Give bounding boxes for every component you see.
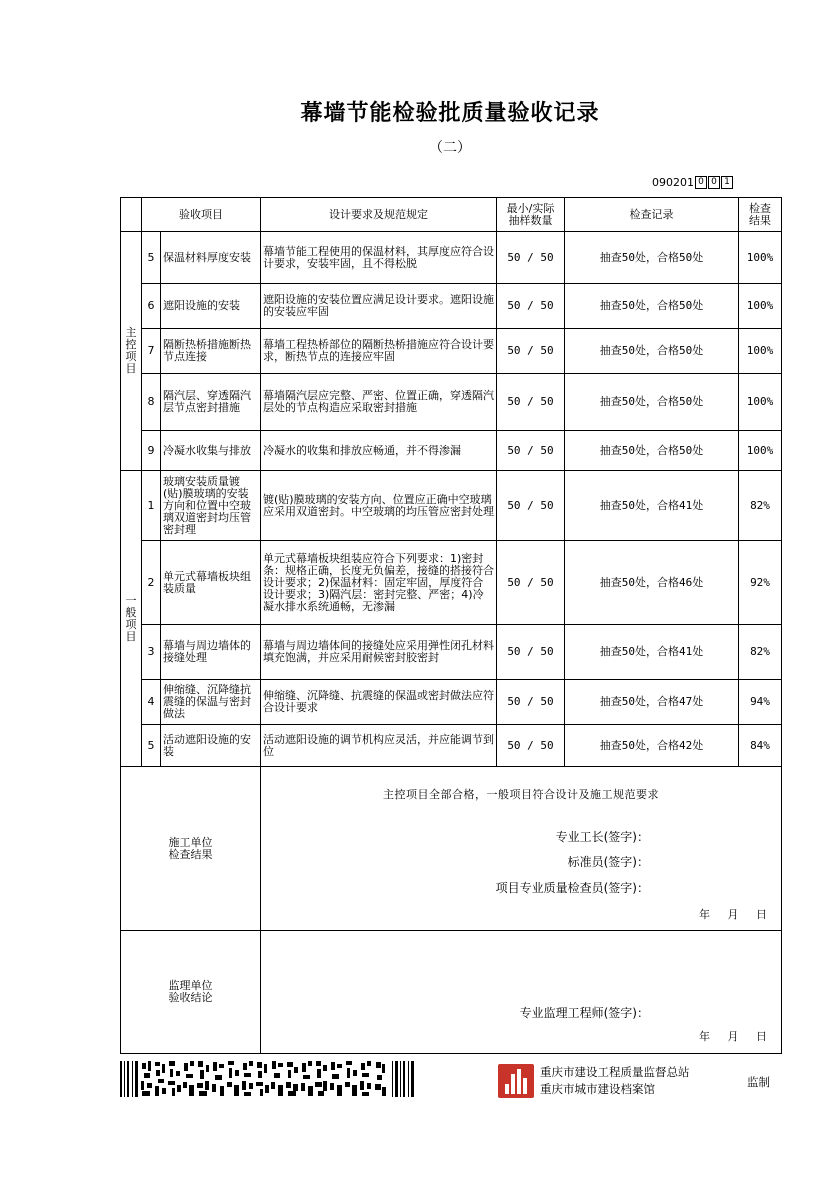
header-count [497, 198, 565, 232]
item-number: 9 [142, 431, 161, 471]
item-result: 94% [739, 680, 782, 725]
item-name: 活动遮阳设施的安装 [161, 725, 261, 767]
item-count: 50 / 50 [497, 625, 565, 680]
item-result: 100% [739, 431, 782, 471]
item-record: 抽查50处，合格50处 [565, 284, 739, 329]
item-count: 50 / 50 [497, 541, 565, 625]
item-requirement: 幕墙与周边墙体间的接缝处应采用弹性闭孔材料填充饱满，并应采用耐候密封胶密封 [261, 625, 497, 680]
item-result: 100% [739, 284, 782, 329]
group-general [121, 471, 142, 767]
header-blank-cell [121, 198, 142, 232]
table-row [121, 284, 782, 329]
item-requirement: 幕墙节能工程使用的保温材料，其厚度应符合设计要求，安装牢固，且不得松脱 [261, 232, 497, 284]
item-name: 冷凝水收集与排放 [161, 431, 261, 471]
table-row [121, 625, 782, 680]
item-record: 抽查50处，合格47处 [565, 680, 739, 725]
construction-unit-label [121, 767, 261, 931]
supervision-result-cell [261, 931, 782, 1054]
quality-inspector-signature-label: 项目专业质量检查员(签字)： [495, 881, 649, 895]
item-record: 抽查50处，合格41处 [565, 471, 739, 541]
construction-result-row [121, 767, 782, 931]
table-row [121, 725, 782, 767]
supervision-unit-label [121, 931, 261, 1054]
item-name: 隔断热桥措施断热节点连接 [161, 329, 261, 374]
item-result: 100% [739, 374, 782, 431]
item-count: 50 / 50 [497, 471, 565, 541]
item-result: 82% [739, 471, 782, 541]
standard-officer-signature-label: 标准员(签字)： [567, 855, 649, 869]
document-code [652, 176, 733, 189]
item-record: 抽查50处，合格50处 [565, 329, 739, 374]
item-requirement: 冷凝水的收集和排放应畅通，并不得渗漏 [261, 431, 497, 471]
item-result: 84% [739, 725, 782, 767]
table-row [121, 374, 782, 431]
item-name: 单元式幕墙板块组装质量 [161, 541, 261, 625]
header-record: 检查记录 [565, 198, 739, 232]
footer-issuer: 监制 [747, 1075, 770, 1089]
supervision-date: 年 月 日 [699, 1030, 767, 1043]
item-count: 50 / 50 [497, 284, 565, 329]
item-record: 抽查50处，合格50处 [565, 374, 739, 431]
header-requirement: 设计要求及规范规定 [261, 198, 497, 232]
item-result: 82% [739, 625, 782, 680]
footer-org-quality-station: 重庆市建设工程质量监督总站 [540, 1065, 690, 1079]
item-name: 保温材料厚度安装 [161, 232, 261, 284]
document-code-box: 1 [721, 176, 733, 189]
item-requirement: 镀(贴)膜玻璃的安装方向、位置应正确中空玻璃应采用双道密封。中空玻璃的均压管应密封处理 [261, 471, 497, 541]
quality-supervision-logo [498, 1064, 534, 1098]
item-record: 抽查50处，合格46处 [565, 541, 739, 625]
header-item: 验收项目 [142, 198, 261, 232]
item-record: 抽查50处，合格50处 [565, 232, 739, 284]
item-requirement: 遮阳设施的安装位置应满足设计要求。遮阳设施的安装应牢固 [261, 284, 497, 329]
item-name: 遮阳设施的安装 [161, 284, 261, 329]
item-count: 50 / 50 [497, 725, 565, 767]
item-number: 5 [142, 725, 161, 767]
item-number: 6 [142, 284, 161, 329]
document-code-prefix: 090201 [652, 176, 694, 189]
item-count: 50 / 50 [497, 232, 565, 284]
document-subtitle: （二） [429, 140, 471, 156]
construction-date: 年 月 日 [699, 908, 767, 921]
item-name: 幕墙与周边墙体的接缝处理 [161, 625, 261, 680]
group-main-label: 主控项目 [125, 326, 137, 375]
item-number: 5 [142, 232, 161, 284]
construction-label-line2: 检查结果 [168, 847, 213, 861]
supervision-label-line1: 监理单位 [168, 979, 213, 992]
item-result: 92% [739, 541, 782, 625]
table-row [121, 431, 782, 471]
item-name: 伸缩缝、沉降缝抗震缝的保温与密封做法 [161, 680, 261, 725]
item-record: 抽查50处，合格50处 [565, 431, 739, 471]
table-row [121, 232, 782, 284]
header-count-line1: 最小/实际 [506, 201, 555, 215]
item-requirement: 幕墙隔汽层应完整、严密、位置正确，穿透隔汽层处的节点构造应采取密封措施 [261, 374, 497, 431]
document-code-box: 0 [695, 176, 707, 189]
group-main-control [121, 232, 142, 471]
document-code-box: 0 [708, 176, 720, 189]
header-count-line2: 抽样数量 [508, 213, 553, 227]
item-number: 3 [142, 625, 161, 680]
footer-org-archives: 重庆市城市建设档案馆 [540, 1082, 655, 1096]
supervising-engineer-signature-label: 专业监理工程师(签字)： [519, 1006, 649, 1020]
header-result-line1: 检查 [749, 201, 771, 215]
table-row [121, 329, 782, 374]
item-name: 玻璃安装质量镀(贴)膜玻璃的安装方向和位置中空玻璃双道密封均压管密封理 [161, 471, 261, 541]
table-row [121, 471, 782, 541]
foreman-signature-label: 专业工长(签字)： [555, 830, 649, 844]
construction-label-line1: 施工单位 [168, 835, 213, 849]
item-requirement: 幕墙工程热桥部位的隔断热桥措施应符合设计要求，断热节点的连接应牢固 [261, 329, 497, 374]
table-header-row [121, 198, 782, 232]
item-number: 2 [142, 541, 161, 625]
supervision-label-line2: 验收结论 [168, 991, 213, 1004]
item-name: 隔汽层、穿透隔汽层节点密封措施 [161, 374, 261, 431]
item-requirement: 伸缩缝、沉降缝、抗震缝的保温或密封做法应符合设计要求 [261, 680, 497, 725]
barcode-image [120, 1061, 416, 1097]
document-title: 幕墙节能检验批质量验收记录 [300, 100, 600, 126]
table-row [121, 680, 782, 725]
item-count: 50 / 50 [497, 680, 565, 725]
item-requirement: 活动遮阳设施的调节机构应灵活，并应能调节到位 [261, 725, 497, 767]
supervision-result-row [121, 931, 782, 1054]
item-count: 50 / 50 [497, 374, 565, 431]
header-result-line2: 结果 [749, 213, 771, 227]
table-row [121, 541, 782, 625]
item-number: 7 [142, 329, 161, 374]
inspection-table [120, 197, 782, 1054]
item-count: 50 / 50 [497, 431, 565, 471]
item-requirement: 单元式幕墙板块组装应符合下列要求：1)密封条：规格正确，长度无负偏差，接缝的搭接符合设计要求；2)保温材料：固定牢固，厚度符合设计要求；3)隔汽层：密封完整、严密；4)冷凝水排水系统通畅，无渗漏 [261, 541, 497, 625]
item-result: 100% [739, 232, 782, 284]
construction-conclusion: 主控项目全部合格，一般项目符合设计及施工规范要求 [383, 788, 659, 801]
building-logo-icon [498, 1064, 534, 1098]
group-general-label: 一般项目 [125, 593, 137, 643]
item-record: 抽查50处，合格41处 [565, 625, 739, 680]
item-number: 1 [142, 471, 161, 541]
item-result: 100% [739, 329, 782, 374]
header-result [739, 198, 782, 232]
item-number: 8 [142, 374, 161, 431]
item-number: 4 [142, 680, 161, 725]
item-record: 抽查50处，合格42处 [565, 725, 739, 767]
item-count: 50 / 50 [497, 329, 565, 374]
construction-result-cell [261, 767, 782, 931]
